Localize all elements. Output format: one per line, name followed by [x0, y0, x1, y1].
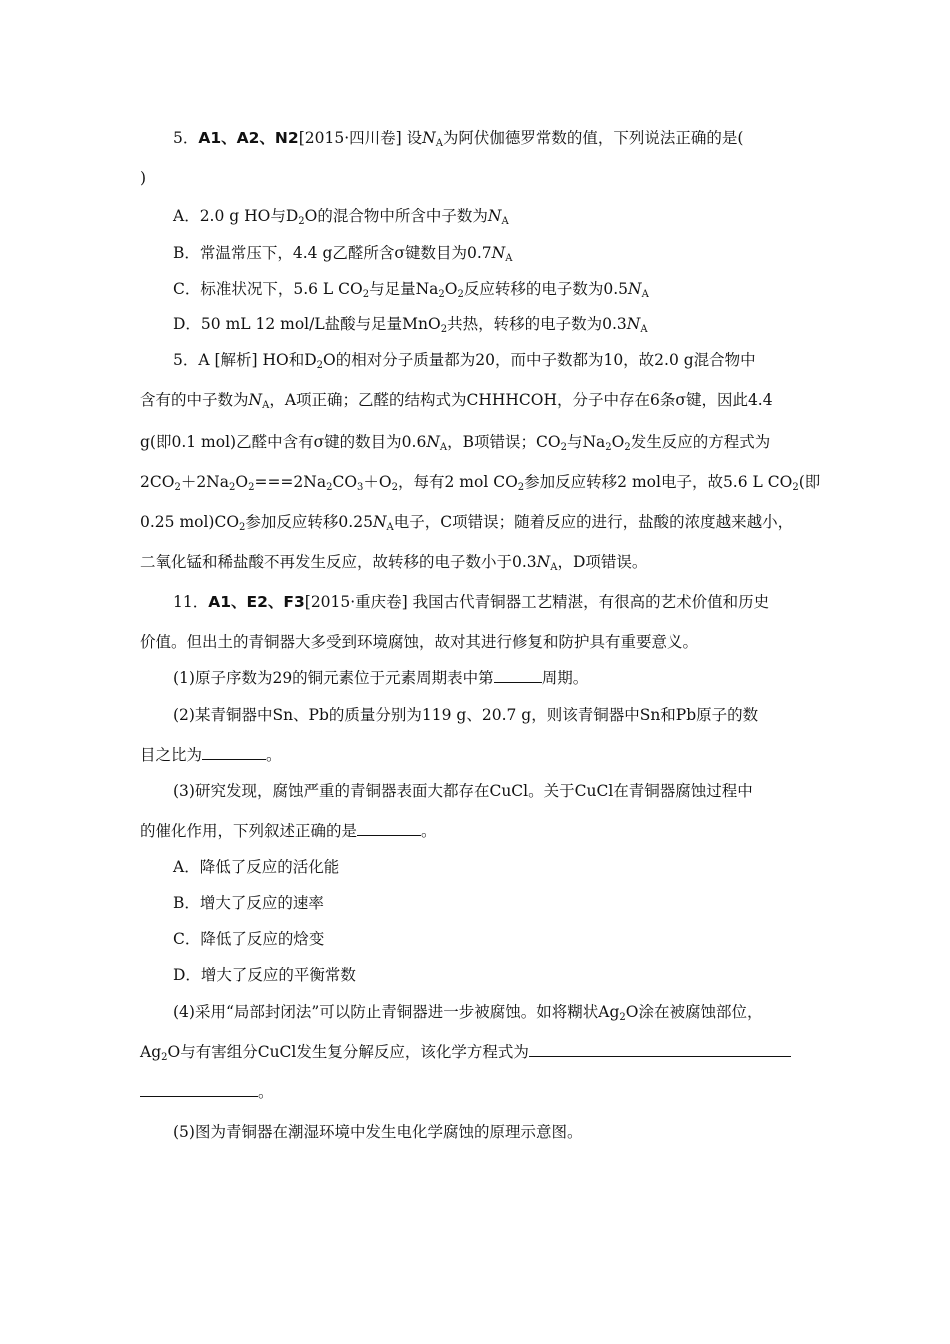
q5-stem-line1: 5．A1、A2、N2[2015·四川卷] 设$N_A$为阿伏伽德罗常数的值，下列说法正确的是( [173, 129, 744, 149]
q11-option-b: B．增大了反应的速率 [173, 894, 324, 912]
q11-option-a: A．降低了反应的活化能 [173, 858, 340, 876]
q11-option-d: D．增大了反应的平衡常数 [173, 966, 356, 984]
q5-analysis-line3: g(即0.1 mol)乙醛中含有σ键的数目为$0.6N_A$，B项错误；$CO_2$与$Na_2O_2$发生反应的方程式为 [140, 433, 771, 453]
question-source: [2015·重庆卷] [304, 593, 408, 611]
q11-part4-line3: 。 [140, 1082, 274, 1102]
q11-part5: (5)图为青铜器在潮湿环境中发生电化学腐蚀的原理示意图。 [173, 1123, 583, 1141]
knowledge-tags: A1、A2、N2 [198, 129, 299, 147]
q5-analysis-line2: 含有的中子数为$N_A$，A项正确；乙醛的结构式为CHHHCOH，分子中存在6条σ键，因此4.4 [140, 391, 773, 411]
q5-option-d: D．50 mL 12 mol/L盐酸与足量MnO$_2$共热，转移的电子数为$0.3N_A$ [173, 315, 648, 335]
question-number: 5． [173, 129, 199, 147]
q5-option-c: C．标准状况下，5.6 L $CO_2$与足量$Na_2O_2$反应转移的电子数为$0.5N_A$ [173, 280, 649, 300]
q5-analysis-line6: 二氧化锰和稀盐酸不再发生反应，故转移的电子数小于$0.3N_A$，D项错误。 [140, 553, 648, 573]
answer-blank[interactable] [202, 745, 266, 760]
q11-part1: (1)原子序数为29的铜元素位于元素周期表中第 周期。 [173, 669, 589, 687]
q11-option-c: C．降低了反应的焓变 [173, 930, 325, 948]
q11-part2-line2: 目之比为 。 [140, 746, 282, 764]
answer-blank[interactable] [140, 1082, 258, 1097]
q5-analysis-line1: 5．A [解析] HO和$D_2O$的相对分子质量都为20，而中子数都为10，故2.0 g混合物中 [173, 351, 756, 371]
q11-stem-line1: 11．A1、E2、F3[2015·重庆卷] 我国古代青铜器工艺精湛，有很高的艺术价值和历史 [173, 593, 770, 611]
answer-blank[interactable] [357, 821, 421, 836]
question-source: [2015·四川卷] [298, 129, 402, 147]
q5-option-b: B．常温常压下，4.4 g乙醛所含σ键数目为$0.7N_A$ [173, 244, 513, 264]
q11-part3-line1: (3)研究发现，腐蚀严重的青铜器表面大都存在CuCl。关于CuCl在青铜器腐蚀过程中 [173, 782, 753, 800]
q11-part3-line2: 的催化作用，下列叙述正确的是 。 [140, 822, 437, 840]
answer-blank[interactable] [529, 1042, 791, 1057]
q11-part2-line1: (2)某青铜器中Sn、Pb的质量分别为119 g、20.7 g，则该青铜器中Sn和Pb原子的数 [173, 706, 759, 724]
answer-blank[interactable] [494, 668, 542, 683]
q5-analysis-line5: 0.25 $mol)CO_2$参加反应转移$0.25N_A$电子，C项错误；随着反应的进行，盐酸的浓度越来越小， [140, 513, 794, 533]
q5-analysis-line4: $2CO_2+2Na_2O_2===2Na_2CO_3+O_2$，每有2 mol $CO_2$参加反应转移2 mol电子，故5.6 L $CO_2$(即 [140, 473, 821, 493]
q11-stem-line2: 价值。但出土的青铜器大多受到环境腐蚀，故对其进行修复和防护具有重要意义。 [140, 633, 699, 651]
q5-stem-line2: ) [140, 169, 147, 187]
question-number: 11． [173, 593, 209, 611]
q5-option-a: A．2.0 g HO与$D_2O$的混合物中所含中子数为$N_A$ [173, 207, 509, 227]
q11-part4-line2: $Ag_2O$与有害组分CuCl发生复分解反应，该化学方程式为 [140, 1042, 791, 1062]
knowledge-tags: A1、E2、F3 [208, 593, 305, 611]
q11-part4-line1: (4)采用“局部封闭法”可以防止青铜器进一步被腐蚀。如将糊状$Ag_2O$涂在被腐蚀部位， [173, 1003, 763, 1023]
